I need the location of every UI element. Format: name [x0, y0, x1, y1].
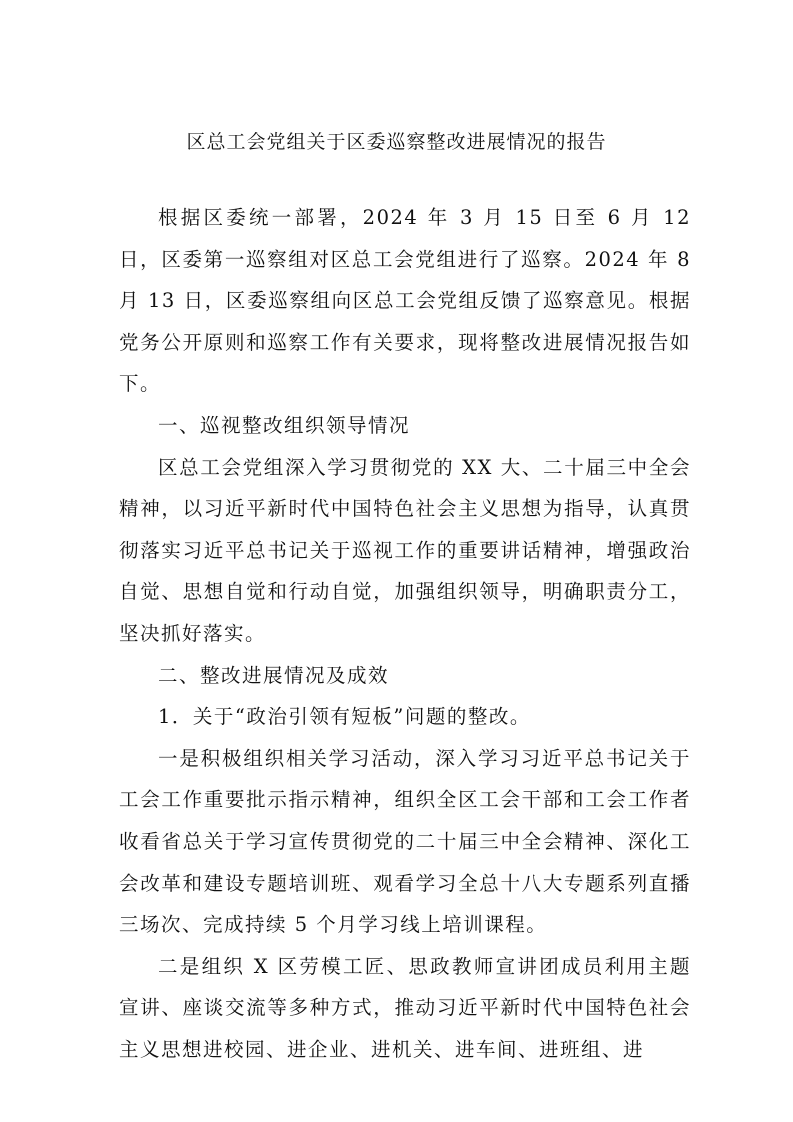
document-body: [119, 197, 691, 1070]
subsection-heading-1: 1．关于“政治引领有短板”问题的整改。: [158, 705, 531, 729]
paragraph-item-1: 一是积极组织相关学习活动，深入学习习近平总书记关于工会工作重要批示指示精神，组织全区工会干部和工会工作者收看省总关于学习宣传贯彻党的二十届三中全会精神、深化工会改革和建设专题培训班、观看学习全总十八大专题系列直播三场次、完成持续 5 个月学习线上培训课程。: [119, 746, 691, 937]
section-heading-1: 一、巡视整改组织领导情况: [158, 413, 411, 437]
paragraph-section-1: 区总工会党组深入学习贯彻党的 XX 大、二十届三中全会精神，以习近平新时代中国特色社会主义思想为指导，认真贯彻落实习近平总书记关于巡视工作的重要讲话精神，增强政治自觉、思想自觉和行动自觉，加强组织领导，明确职责分工，坚决抓好落实。: [119, 455, 691, 645]
document-title: 区总工会党组关于区委巡察整改进展情况的报告: [186, 131, 607, 153]
paragraph-intro: 根据区委统一部署，2024 年 3 月 15 日至 6 月 12 日，区委第一巡察组对区总工会党组进行了巡察。2024 年 8 月 13 日，区委巡察组向区总工会党组反馈了巡察意见。根据党务公开原则和巡察工作有关要求，现将整改进展情况报告如下。: [119, 206, 691, 396]
section-heading-2: 二、整改进展情况及成效: [158, 663, 390, 687]
paragraph-item-2: 二是组织 X 区劳模工匠、思政教师宣讲团成员利用主题宣讲、座谈交流等多种方式，推动习近平新时代中国特色社会主义思想进校园、进企业、进机关、进车间、进班组、进: [119, 954, 691, 1061]
